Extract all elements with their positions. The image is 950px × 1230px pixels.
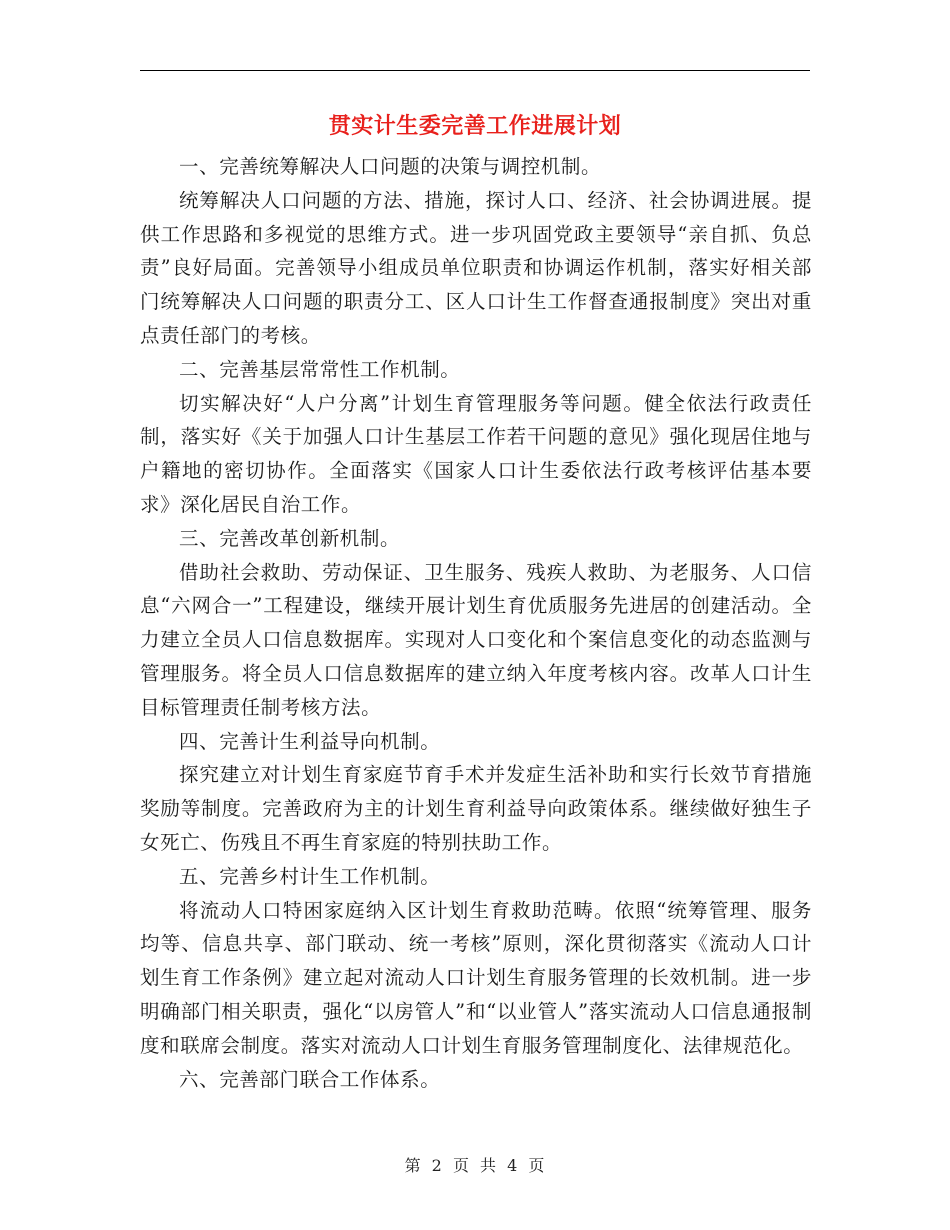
document-title: 贯实计生委完善工作进展计划 <box>328 113 622 139</box>
section-paragraph-2: 切实解决好“人户分离”计划生育管理服务等问题。健全依法行政责任制，落实好《关于加强人口计生基层工作若干问题的意见》强化现居住地与户籍地的密切协作。全面落实《国家人口计生委依法行政考核评估基本要求》深化居民自治工作。 <box>140 391 812 516</box>
section-paragraph-3: 借助社会救助、劳动保证、卫生服务、残疾人救助、为老服务、人口信息“六网合一”工程建设，继续开展计划生育优质服务先进居的创建活动。全力建立全员人口信息数据库。实现对人口变化和个案信息变化的动态监测与管理服务。将全员人口信息数据库的建立纳入年度考核内容。改革人口计生目标管理责任制考核方法。 <box>140 560 812 719</box>
section-paragraph-4: 探究建立对计划生育家庭节育手术并发症生活补助和实行长效节育措施奖励等制度。完善政府为主的计划生育利益导向政策体系。继续做好独生子女死亡、伤残且不再生育家庭的特别扶助工作。 <box>140 763 812 854</box>
section-heading-6: 六、完善部门联合工作体系。 <box>179 1067 441 1091</box>
section-heading-5: 五、完善乡村计生工作机制。 <box>179 864 441 888</box>
page-number-footer: 第 2 页 共 4 页 <box>404 1156 546 1175</box>
header-rule <box>140 70 810 71</box>
document-body <box>140 150 812 1096</box>
section-heading-3: 三、完善改革创新机制。 <box>179 526 401 550</box>
section-paragraph-5: 将流动人口特困家庭纳入区计划生育救助范畴。依照“统筹管理、服务均等、信息共享、部门联动、统一考核”原则，深化贯彻落实《流动人口计划生育工作条例》建立起对流动人口计划生育服务管理的长效机制。进一步明确部门相关职责，强化“以房管人”和“以业管人”落实流动人口信息通报制度和联席会制度。落实对流动人口计划生育服务管理制度化、法律规范化。 <box>140 898 812 1057</box>
section-heading-1: 一、完善统筹解决人口问题的决策与调控机制。 <box>179 155 602 178</box>
section-heading-2: 二、完善基层常常性工作机制。 <box>179 357 461 381</box>
section-paragraph-1: 统筹解决人口问题的方法、措施，探讨人口、经济、社会协调进展。提供工作思路和多视觉的思维方式。进一步巩固党政主要领导“亲自抓、负总责”良好局面。完善领导小组成员单位职责和协调运作机制，落实好相关部门统筹解决人口问题的职责分工、区人口计生工作督查通报制度》突出对重点责任部门的考核。 <box>140 188 812 347</box>
section-heading-4: 四、完善计生利益导向机制。 <box>179 729 441 753</box>
